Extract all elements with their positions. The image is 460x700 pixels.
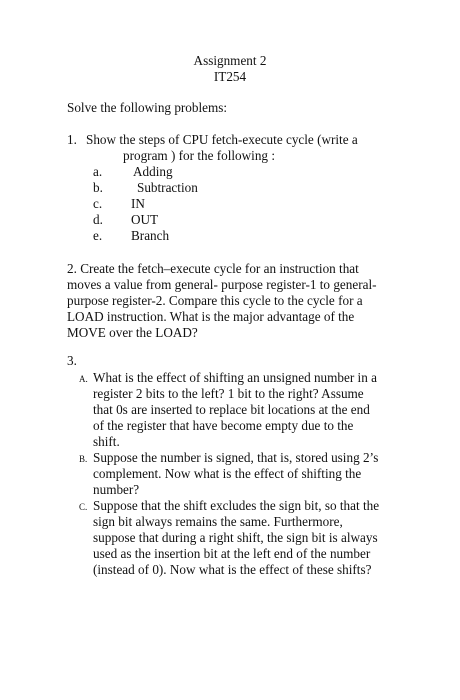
list-item-label: e.: [93, 228, 103, 243]
part-line: complement. Now what is the effect of shifting the: [93, 466, 362, 481]
part-line: Suppose that the shift excludes the sign bit, so that the: [93, 498, 380, 513]
question-2-line: MOVE over the LOAD?: [67, 325, 198, 340]
part-line: shift.: [93, 434, 120, 449]
part-line: Suppose the number is signed, that is, stored using 2’s: [93, 450, 379, 465]
question-1-number: 1.: [67, 132, 77, 147]
list-item-text: OUT: [131, 212, 159, 227]
part-line: What is the effect of shifting an unsigned number in a: [93, 370, 377, 385]
part-line: used as the insertion bit at the left end of the number: [93, 546, 371, 561]
question-1-line-2: program ) for the following :: [123, 148, 275, 163]
list-item-label: b.: [93, 180, 103, 195]
part-line: register 2 bits to the left? 1 bit to the right? Assume: [93, 386, 364, 401]
part-line: sign bit always remains the same. Furthermore,: [93, 514, 343, 529]
list-item-label: c.: [93, 196, 103, 211]
list-item-text: Adding: [133, 164, 173, 179]
course-code: IT254: [213, 69, 247, 84]
list-item-text: IN: [131, 196, 145, 211]
part-label: C.: [79, 502, 88, 512]
assignment-title: Assignment 2: [193, 53, 267, 68]
question-2-line: moves a value from general- purpose register-1 to general-: [67, 277, 377, 292]
part-line: suppose that during a right shift, the sign bit is always: [93, 530, 378, 545]
instructions: Solve the following problems:: [67, 100, 228, 115]
question-3-part-c: [93, 498, 379, 578]
question-2: [67, 261, 377, 341]
question-1-line-1: Show the steps of CPU fetch-execute cycle (write a: [86, 132, 358, 147]
question-3-part-a: [93, 370, 377, 450]
question-2-line: 2. Create the fetch–execute cycle for an instruction that: [67, 261, 359, 276]
list-item-text: Subtraction: [137, 180, 198, 195]
part-line: number?: [93, 482, 140, 497]
part-label: B.: [79, 454, 88, 464]
part-line: of the register that have become empty due to the: [93, 418, 354, 433]
list-item-text: Branch: [131, 228, 170, 243]
list-item-label: d.: [93, 212, 103, 227]
part-line: (instead of 0). Now what is the effect of these shifts?: [93, 562, 372, 577]
question-2-line: purpose register-2. Compare this cycle to the cycle for a: [67, 293, 363, 308]
question-3-part-b: [93, 450, 378, 498]
part-line: that 0s are inserted to replace bit locations at the end: [93, 402, 370, 417]
list-item-label: a.: [93, 164, 103, 179]
question-2-line: LOAD instruction. What is the major advantage of the: [67, 309, 355, 324]
question-3-number: 3.: [67, 353, 77, 368]
part-label: A.: [79, 374, 88, 384]
